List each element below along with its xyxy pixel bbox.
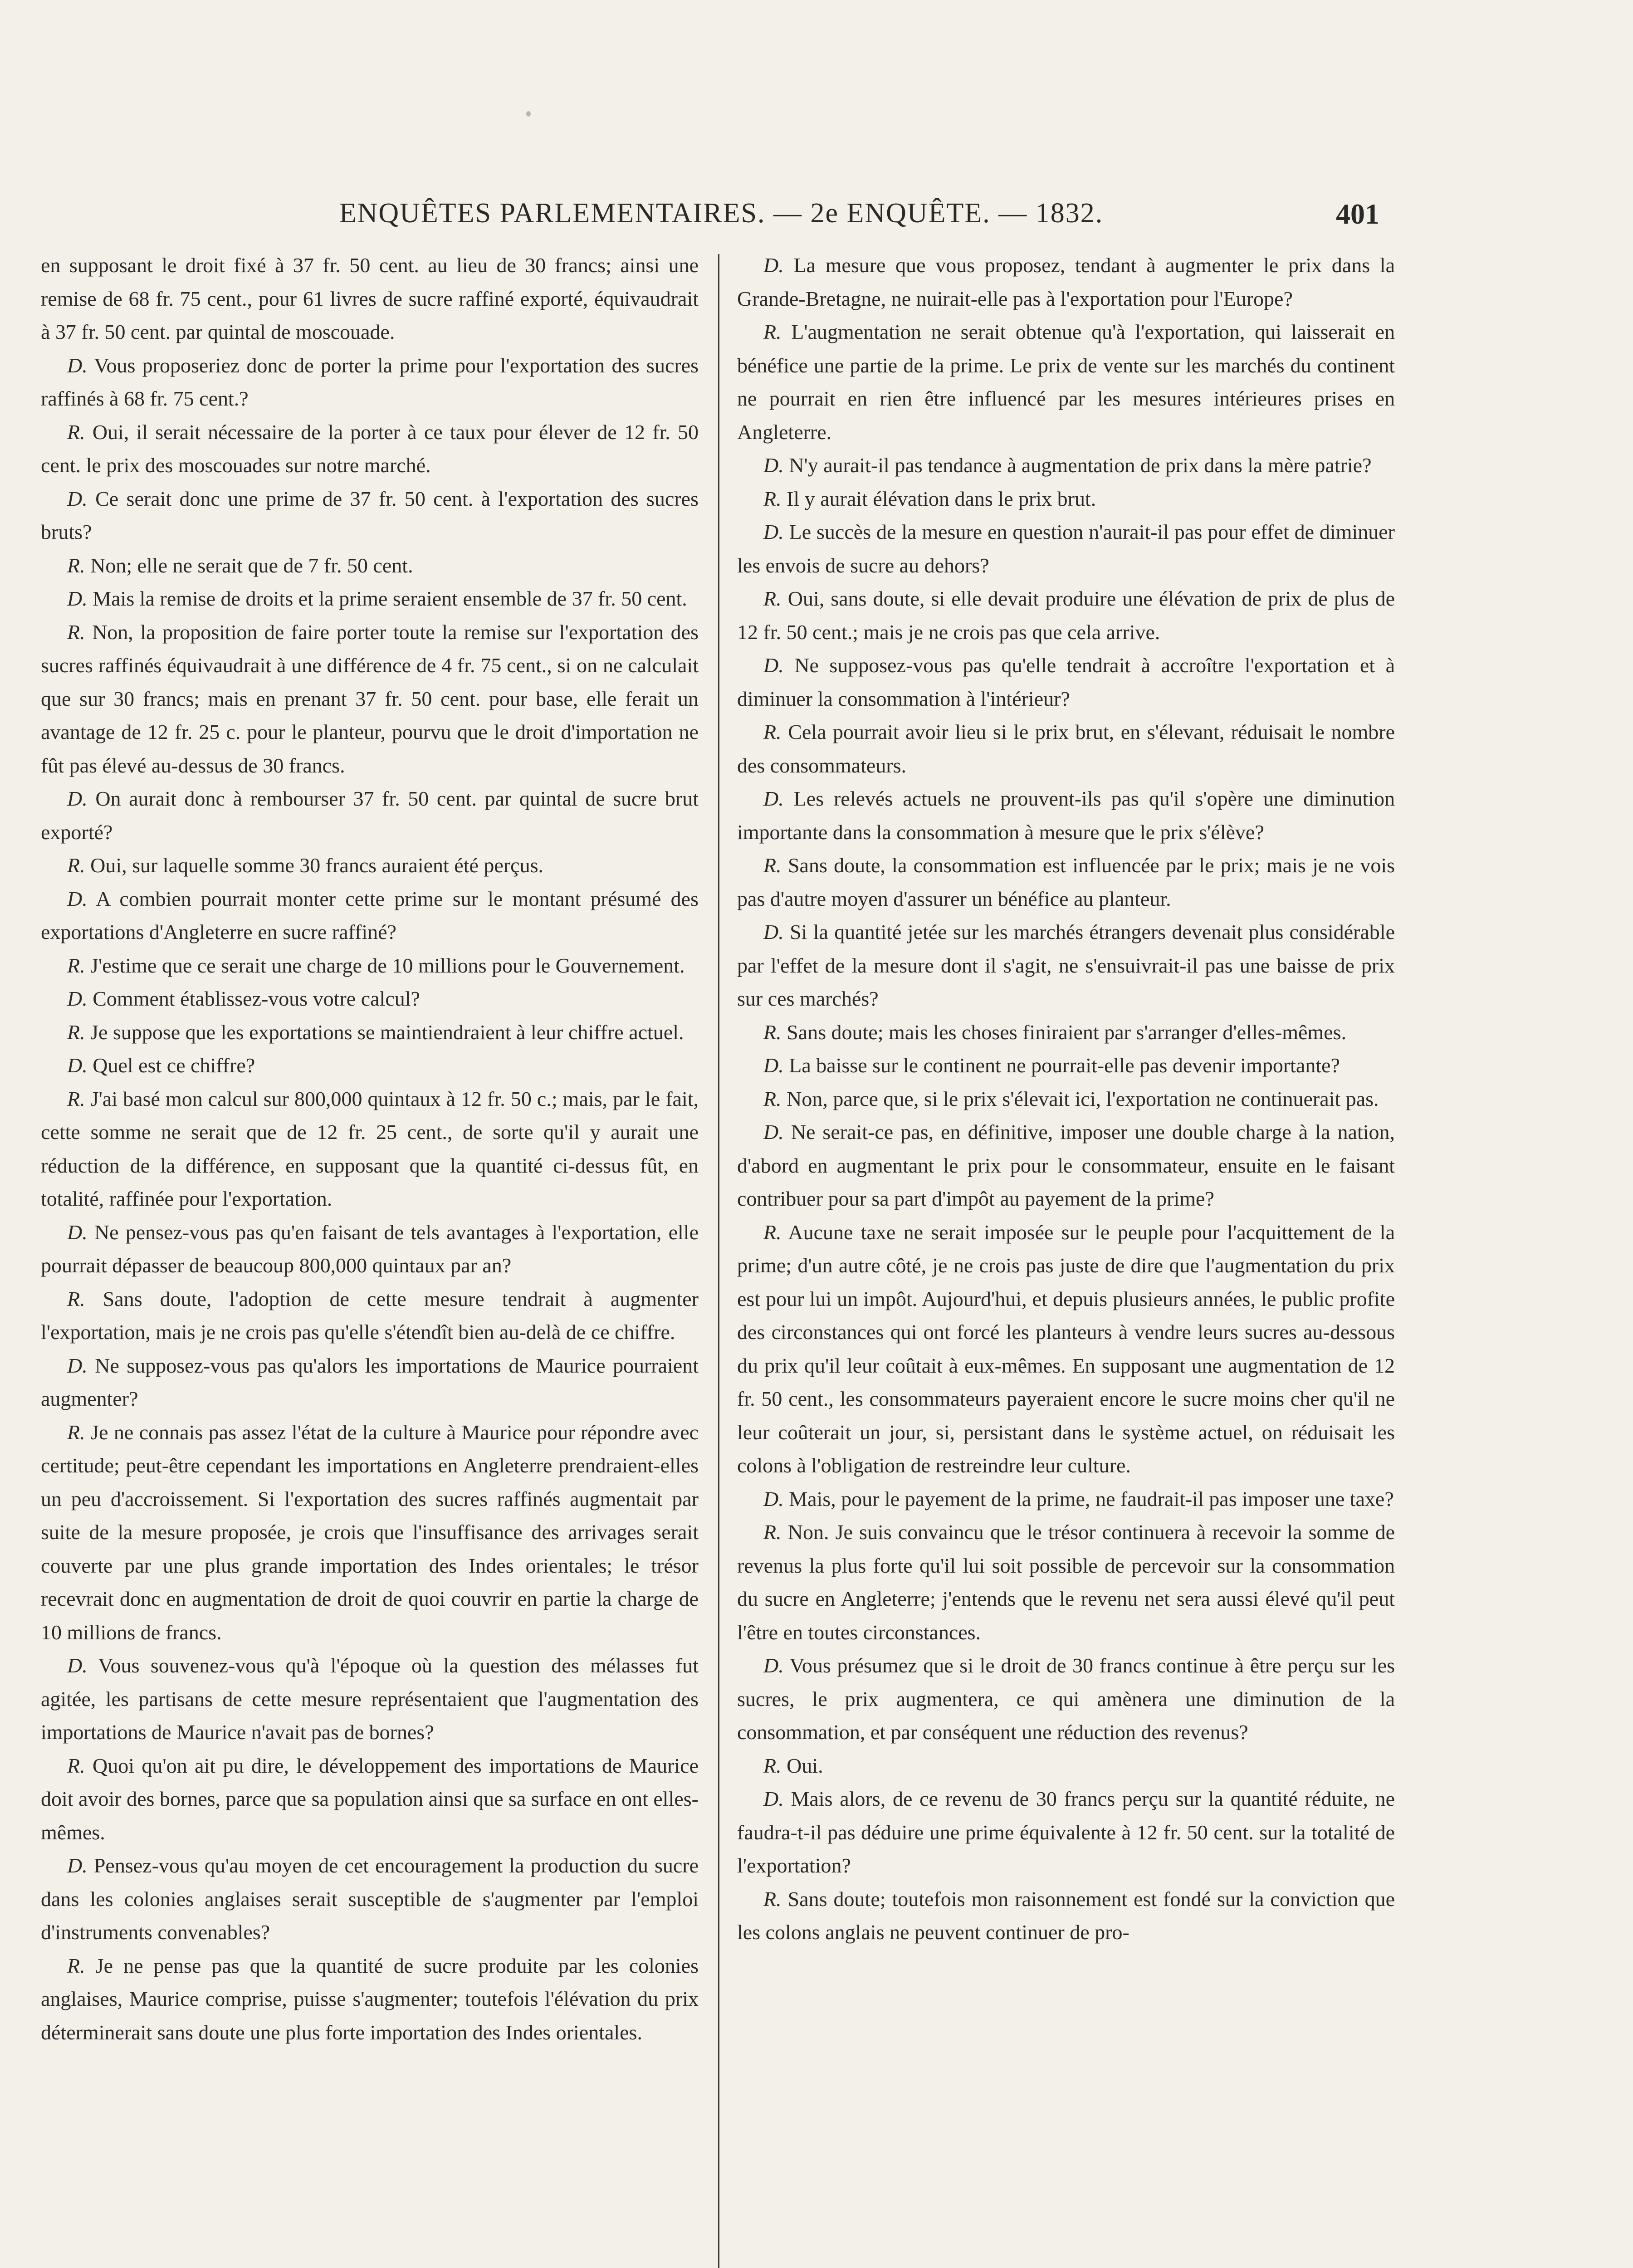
answer-label: R. bbox=[763, 587, 782, 610]
left-column bbox=[41, 249, 699, 2049]
paragraph-text: Cela pourrait avoir lieu si le prix brut, en s'élevant, réduisait le nombre des consommateurs. bbox=[737, 720, 1395, 777]
answer-label: R. bbox=[67, 1954, 85, 1977]
answer-label: R. bbox=[763, 720, 782, 743]
paragraph bbox=[41, 982, 699, 1016]
paragraph bbox=[41, 949, 699, 982]
answer-label: R. bbox=[763, 487, 782, 510]
paragraph bbox=[737, 1049, 1395, 1082]
paragraph bbox=[737, 482, 1395, 516]
question-label: D. bbox=[763, 1654, 784, 1677]
paragraph bbox=[41, 249, 699, 349]
answer-label: R. bbox=[763, 1020, 782, 1044]
question-label: D. bbox=[763, 1787, 784, 1810]
paragraph bbox=[41, 1282, 699, 1349]
question-label: D. bbox=[763, 520, 784, 543]
paragraph bbox=[41, 415, 699, 482]
paragraph-text: Comment établissez-vous votre calcul? bbox=[93, 987, 420, 1010]
paragraph-text: Quel est ce chiffre? bbox=[93, 1054, 255, 1077]
paragraph-text: Sans doute, la consommation est influencée par le prix; mais je ne vois pas d'autre moyen d'assurer un bénéfice au planteur. bbox=[737, 854, 1395, 910]
answer-label: R. bbox=[67, 1087, 85, 1110]
paragraph-text: La baisse sur le continent ne pourrait-elle pas devenir importante? bbox=[789, 1054, 1340, 1077]
answer-label: R. bbox=[763, 1087, 782, 1110]
answer-label: R. bbox=[67, 1754, 85, 1777]
paragraph-text: Quoi qu'on ait pu dire, le développement des importations de Maurice doit avoir des bornes, parce que sa population ainsi que sa surface en ont elles-mêmes. bbox=[41, 1754, 699, 1844]
paragraph bbox=[737, 1649, 1395, 1749]
paragraph-text: Sans doute, l'adoption de cette mesure tendrait à augmenter l'exportation, mais je ne crois pas qu'elle s'étendît bien au-delà de ce chiffre. bbox=[41, 1287, 699, 1344]
paragraph-text: Pensez-vous qu'au moyen de cet encouragement la production du sucre dans les colonies anglaises serait susceptible de s'augmenter par l'emploi d'instruments convenables? bbox=[41, 1854, 699, 1944]
page-number: 401 bbox=[1336, 198, 1379, 230]
answer-label: R. bbox=[763, 1754, 782, 1777]
paragraph bbox=[737, 249, 1395, 315]
paragraph bbox=[41, 849, 699, 882]
paragraph bbox=[41, 349, 699, 415]
paragraph-text: L'augmentation ne serait obtenue qu'à l'exportation, qui laisserait en bénéfice une partie de la prime. Le prix de vente sur les marchés du continent ne pourrait en rien être influencé par les mesures intérieures prises en Angleterre. bbox=[737, 320, 1395, 444]
paragraph-text: Non. Je suis convaincu que le trésor continuera à recevoir la somme de revenus la plus forte qu'il lui soit possible de percevoir sur la consommation du sucre en Angleterre; j'entends que le revenu net sera aussi élevé qu'il peut l'être en toutes circonstances. bbox=[737, 1520, 1395, 1644]
paragraph-text: Je suppose que les exportations se maintiendraient à leur chiffre actuel. bbox=[90, 1020, 684, 1044]
question-label: D. bbox=[763, 254, 784, 277]
paragraph-text: J'ai basé mon calcul sur 800,000 quintaux à 12 fr. 50 c.; mais, par le fait, cette somme ne serait que de 12 fr. 25 cent., de sorte qu'il y aurait une réduction de la différence, en supposant que la quantité ci-dessus fût, en totalité, raffinée pour l'exportation. bbox=[41, 1087, 699, 1210]
stray-mark bbox=[526, 111, 531, 117]
paragraph bbox=[41, 1349, 699, 1416]
paragraph bbox=[41, 1949, 699, 2049]
answer-label: R. bbox=[763, 1520, 782, 1544]
paragraph bbox=[737, 449, 1395, 482]
question-label: D. bbox=[763, 654, 784, 677]
answer-label: R. bbox=[763, 854, 782, 877]
paragraph bbox=[737, 1482, 1395, 1516]
paragraph bbox=[737, 315, 1395, 449]
paragraph-text: Je ne connais pas assez l'état de la culture à Maurice pour répondre avec certitude; peut-être cependant les importations en Angleterre prendraient-elles un peu d'accroissement. Si l'exportation des sucres raffinés augmentait par suite de la mesure proposée, je crois que l'insuffisance des arrivages serait couverte par une plus grande importation des Indes orientales; le trésor recevrait donc en augmentation de droit de quoi couvrir en partie la charge de 10 millions de francs. bbox=[41, 1420, 699, 1644]
paragraph-text: Non, parce que, si le prix s'élevait ici, l'exportation ne continuerait pas. bbox=[787, 1087, 1379, 1110]
paragraph-text: Non, la proposition de faire porter toute la remise sur l'exportation des sucres raffinés équivaudrait à une différence de 4 fr. 75 cent., si on ne calculait que sur 30 francs; mais en prenant 37 fr. 50 cent. pour base, elle ferait un avantage de 12 fr. 25 c. pour le planteur, pourvu que le droit d'importation ne fût pas élevé au-dessus de 30 francs. bbox=[41, 620, 699, 777]
question-label: D. bbox=[763, 454, 784, 477]
question-label: D. bbox=[67, 1654, 88, 1677]
paragraph bbox=[41, 1416, 699, 1649]
paragraph bbox=[41, 1082, 699, 1216]
paragraph bbox=[737, 582, 1395, 649]
answer-label: R. bbox=[763, 320, 782, 343]
paragraph-text: Vous proposeriez donc de porter la prime pour l'exportation des sucres raffinés à 68 fr. 75 cent.? bbox=[41, 353, 699, 410]
question-label: D. bbox=[67, 1220, 88, 1244]
question-label: D. bbox=[763, 920, 784, 943]
question-label: D. bbox=[67, 487, 88, 510]
paragraph bbox=[737, 1515, 1395, 1649]
paragraph-text: Oui, sur laquelle somme 30 francs auraient été perçus. bbox=[90, 854, 543, 877]
paragraph-text: Vous présumez que si le droit de 30 francs continue à être perçu sur les sucres, le prix augmentera, ce qui amènera une diminution de la consommation, et par conséquent une réduction des revenus? bbox=[737, 1654, 1395, 1744]
question-label: D. bbox=[67, 887, 88, 910]
paragraph-text: Ne pensez-vous pas qu'en faisant de tels avantages à l'exportation, elle pourrait dépasser de beaucoup 800,000 quintaux par an? bbox=[41, 1220, 699, 1277]
paragraph-text: La mesure que vous proposez, tendant à augmenter le prix dans la Grande-Bretagne, ne nuirait-elle pas à l'exportation pour l'Europe? bbox=[737, 254, 1395, 310]
answer-label: R. bbox=[763, 1220, 782, 1244]
paragraph-text: Il y aurait élévation dans le prix brut. bbox=[787, 487, 1096, 510]
paragraph bbox=[737, 782, 1395, 849]
paragraph-text: Aucune taxe ne serait imposée sur le peuple pour l'acquittement de la prime; d'un autre côté, je ne crois pas juste de dire que l'augmentation du prix est pour lui un impôt. Aujourd'hui, et depuis plusieurs années, le public profite des circonstances qui ont forcé les planteurs à vendre leurs sucres au-dessous du prix qu'il leur coûtait à eux-mêmes. En supposant une augmentation de 12 fr. 50 cent., les consommateurs payeraient encore le sucre moins cher qu'il ne leur coûterait un jour, si, persistant dans le système actuel, on réduisait les colons à l'obligation de restreindre leur culture. bbox=[737, 1220, 1395, 1477]
paragraph-text: Oui. bbox=[787, 1754, 823, 1777]
paragraph bbox=[41, 1649, 699, 1749]
paragraph-text: Mais, pour le payement de la prime, ne faudrait-il pas imposer une taxe? bbox=[789, 1487, 1394, 1510]
answer-label: R. bbox=[67, 953, 85, 977]
paragraph-text: Ce serait donc une prime de 37 fr. 50 cent. à l'exportation des sucres bruts? bbox=[41, 487, 699, 543]
column-divider bbox=[718, 254, 719, 2268]
paragraph-text: Mais la remise de droits et la prime seraient ensemble de 37 fr. 50 cent. bbox=[93, 587, 687, 610]
paragraph-text: Je ne pense pas que la quantité de sucre produite par les colonies anglaises, Maurice comprise, puisse s'augmenter; toutefois l'élévation du prix déterminerait sans doute une plus forte importation des Indes orientales. bbox=[41, 1954, 699, 2044]
question-label: D. bbox=[67, 353, 88, 377]
paragraph bbox=[737, 515, 1395, 582]
paragraph-text: en supposant le droit fixé à 37 fr. 50 cent. au lieu de 30 francs; ainsi une remise de 68 fr. 75 cent., pour 61 livres de sucre raffiné exporté, équivaudrait à 37 fr. 50 cent. par quintal de moscouade. bbox=[41, 254, 699, 343]
paragraph bbox=[41, 882, 699, 949]
paragraph bbox=[41, 1849, 699, 1949]
paragraph bbox=[737, 1882, 1395, 1949]
paragraph-text: Ne serait-ce pas, en définitive, imposer une double charge à la nation, d'abord en augmentant le prix pour le consommateur, ensuite en le faisant contribuer pour sa part d'impôt au payement de la prime? bbox=[737, 1120, 1395, 1210]
paragraph bbox=[41, 1749, 699, 1849]
paragraph bbox=[737, 715, 1395, 782]
paragraph bbox=[41, 549, 699, 582]
paragraph bbox=[737, 1082, 1395, 1116]
question-label: D. bbox=[763, 1054, 784, 1077]
paragraph-text: A combien pourrait monter cette prime sur le montant présumé des exportations d'Angleterre en sucre raffiné? bbox=[41, 887, 699, 943]
question-label: D. bbox=[67, 787, 88, 810]
paragraph bbox=[737, 1016, 1395, 1049]
paragraph bbox=[41, 482, 699, 549]
answer-label: R. bbox=[67, 1287, 85, 1310]
paragraph bbox=[737, 1782, 1395, 1882]
answer-label: R. bbox=[67, 1020, 85, 1044]
question-label: D. bbox=[763, 1120, 784, 1144]
paragraph-text: Sans doute; mais les choses finiraient par s'arranger d'elles-mêmes. bbox=[787, 1020, 1347, 1044]
paragraph-text: Ne supposez-vous pas qu'elle tendrait à accroître l'exportation et à diminuer la consommation à l'intérieur? bbox=[737, 654, 1395, 710]
paragraph-text: Le succès de la mesure en question n'aurait-il pas pour effet de diminuer les envois de sucre au dehors? bbox=[737, 520, 1395, 577]
paragraph bbox=[41, 1016, 699, 1049]
paragraph bbox=[41, 1216, 699, 1282]
paragraph bbox=[737, 915, 1395, 1016]
paragraph-text: On aurait donc à rembourser 37 fr. 50 cent. par quintal de sucre brut exporté? bbox=[41, 787, 699, 844]
paragraph-text: Si la quantité jetée sur les marchés étrangers devenait plus considérable par l'effet de la mesure dont il s'agit, ne s'ensuivrait-il pas une baisse de prix sur ces marchés? bbox=[737, 920, 1395, 1010]
answer-label: R. bbox=[67, 854, 85, 877]
paragraph bbox=[737, 649, 1395, 715]
paragraph-text: Ne supposez-vous pas qu'alors les importations de Maurice pourraient augmenter? bbox=[41, 1354, 699, 1410]
paragraph-text: Oui, il serait nécessaire de la porter à ce taux pour élever de 12 fr. 50 cent. le prix des moscouades sur notre marché. bbox=[41, 420, 699, 477]
right-column bbox=[737, 249, 1395, 1949]
answer-label: R. bbox=[67, 420, 85, 444]
paragraph-text: Sans doute; toutefois mon raisonnement est fondé sur la conviction que les colons anglais ne peuvent continuer de pro- bbox=[737, 1887, 1395, 1944]
question-label: D. bbox=[67, 1054, 88, 1077]
answer-label: R. bbox=[67, 553, 85, 577]
question-label: D. bbox=[763, 787, 784, 810]
paragraph bbox=[737, 1216, 1395, 1482]
paragraph bbox=[737, 849, 1395, 915]
paragraph bbox=[41, 582, 699, 616]
paragraph bbox=[737, 1749, 1395, 1783]
question-label: D. bbox=[763, 1487, 784, 1510]
paragraph-text: Non; elle ne serait que de 7 fr. 50 cent. bbox=[90, 553, 413, 577]
question-label: D. bbox=[67, 1354, 88, 1377]
paragraph-text: J'estime que ce serait une charge de 10 millions pour le Gouvernement. bbox=[90, 953, 685, 977]
paragraph bbox=[41, 782, 699, 849]
running-header: ENQUÊTES PARLEMENTAIRES. — 2e ENQUÊTE. — 1832. bbox=[339, 198, 1104, 229]
question-label: D. bbox=[67, 987, 88, 1010]
paragraph-text: N'y aurait-il pas tendance à augmentation de prix dans la mère patrie? bbox=[789, 454, 1372, 477]
paragraph-text: Mais alors, de ce revenu de 30 francs perçu sur la quantité réduite, ne faudra-t-il pas déduire une prime équivalente à 12 fr. 50 cent. sur la totalité de l'exportation? bbox=[737, 1787, 1395, 1877]
paragraph bbox=[737, 1115, 1395, 1216]
paragraph-text: Les relevés actuels ne prouvent-ils pas qu'il s'opère une diminution importante dans la consommation à mesure que le prix s'élève? bbox=[737, 787, 1395, 844]
answer-label: R. bbox=[67, 620, 85, 644]
paragraph bbox=[41, 616, 699, 782]
paragraph-text: Oui, sans doute, si elle devait produire une élévation de prix de plus de 12 fr. 50 cent.; mais je ne crois pas que cela arrive. bbox=[737, 587, 1395, 644]
question-label: D. bbox=[67, 587, 88, 610]
answer-label: R. bbox=[763, 1887, 782, 1911]
answer-label: R. bbox=[67, 1420, 85, 1444]
question-label: D. bbox=[67, 1854, 88, 1877]
paragraph-text: Vous souvenez-vous qu'à l'époque où la question des mélasses fut agitée, les partisans de cette mesure représentaient que l'augmentation des importations de Maurice n'avait pas de bornes? bbox=[41, 1654, 699, 1744]
paragraph bbox=[41, 1049, 699, 1082]
